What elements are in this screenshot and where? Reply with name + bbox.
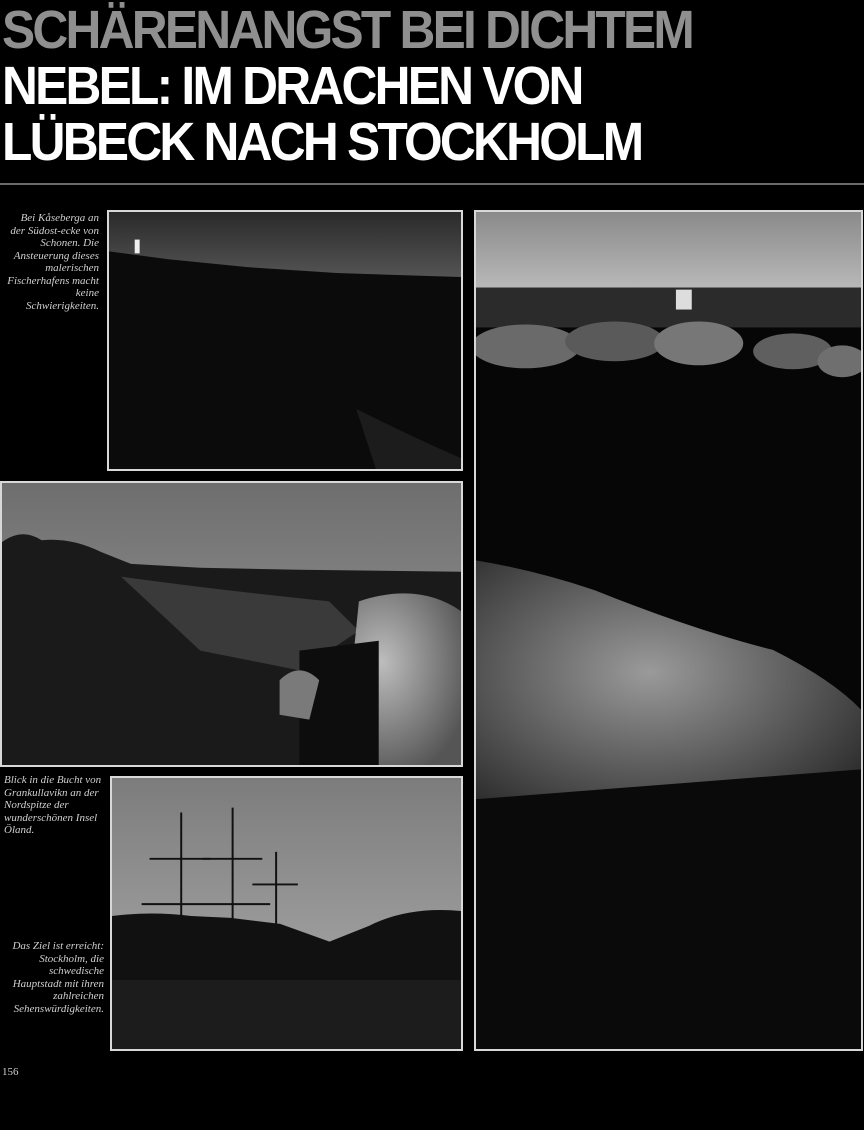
photo-tall-ship-stockholm xyxy=(110,776,463,1051)
article-headline xyxy=(2,2,862,170)
caption-kaseberga: Bei Kåseberga an der Südost-ecke von Schonen. Die Ansteuerung dieses malerischen Fischerhafens macht keine Schwierigkeiten. xyxy=(7,212,99,312)
page-number: 156 xyxy=(2,1066,19,1078)
headline-line-2-white: IM DRACHEN VON xyxy=(170,56,582,116)
photo-skerries-rocks xyxy=(474,210,863,1051)
photo-kaseberga-coast xyxy=(107,210,463,471)
caption-grankullavik: Blick in die Bucht von Grankullavikn an der Nordspitze der wunderschönen Insel Öland. xyxy=(4,774,102,836)
headline-line-2 xyxy=(2,58,793,114)
headline-line-3: LÜBECK NACH STOCKHOLM xyxy=(2,112,642,172)
headline-line-2-grey: NEBEL: xyxy=(2,56,171,116)
headline-rule xyxy=(0,183,864,185)
headline-line-1: SCHÄRENANGST BEI DICHTEM xyxy=(2,0,693,60)
caption-stockholm: Das Ziel ist erreicht: Stockholm, die schwedische Hauptstadt mit ihren zahlreichen Sehenswürdigkeiten. xyxy=(12,940,104,1015)
photo-grankullavik-bay xyxy=(0,481,463,767)
